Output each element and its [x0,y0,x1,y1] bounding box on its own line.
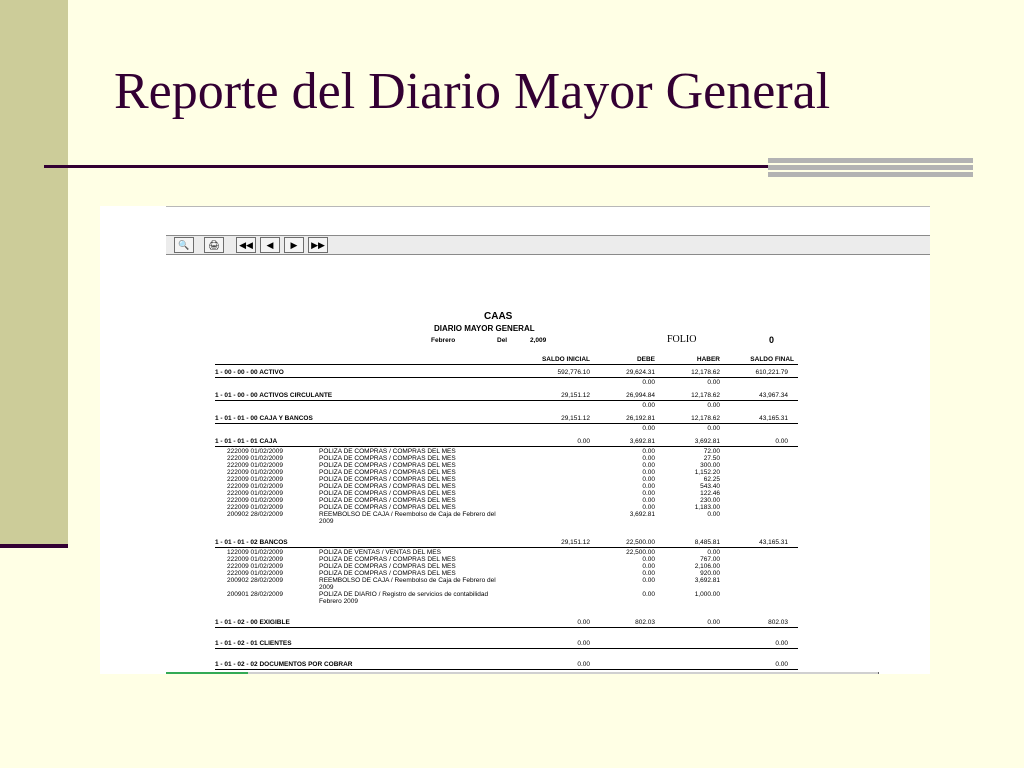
report-period-del: Del [497,337,508,344]
account-saldo-final: 43,967.34 [759,392,788,399]
entry-haber: 767.00 [700,556,720,563]
account-label: 1 - 01 - 02 - 01 CLIENTES [215,640,292,647]
next-page-icon: ▶ [290,240,298,250]
account-label: 1 - 01 - 02 - 02 DOCUMENTOS POR COBRAR [215,661,353,668]
account-rule [215,547,798,548]
account-haber: 8,485.81 [694,539,720,546]
entry-haber: 3,692.81 [694,577,720,584]
account-haber: 12,178.62 [691,369,720,376]
account-rule [215,377,798,378]
entry-debe: 0.00 [642,476,655,483]
account-haber: 3,692.81 [694,438,720,445]
col-header-debe: DEBE [636,356,655,363]
report-screenshot [100,206,930,674]
entry-debe: 3,692.81 [629,511,655,518]
entry-debe: 0.00 [642,591,655,598]
entry-ref: 222009 01/02/2009 [227,570,284,577]
title-rule-decoration [768,158,973,178]
account-saldo-inicial: 0.00 [577,438,590,445]
account-debe: 802.03 [635,619,655,626]
title-underline [44,165,768,168]
entry-ref: 222009 01/02/2009 [227,504,284,511]
entry-ref: 222009 01/02/2009 [227,563,284,570]
entry-debe: 0.00 [642,455,655,462]
account-label: 1 - 01 - 02 - 00 EXIGIBLE [215,619,290,626]
report-page [100,206,930,674]
account-subtotal-haber: 0.00 [707,379,720,386]
header-rule [215,364,798,365]
entry-haber: 230.00 [700,497,720,504]
account-rule [215,627,798,628]
entry-ref: 222009 01/02/2009 [227,448,284,455]
account-saldo-final: 43,165.31 [759,539,788,546]
entry-haber: 72.00 [703,448,720,455]
account-saldo-final: 0.00 [775,661,788,668]
entry-haber: 300.00 [700,462,720,469]
account-debe: 22,500.00 [626,539,655,546]
account-saldo-inicial: 592,776.10 [557,369,590,376]
entry-haber: 122.46 [700,490,720,497]
account-haber: 12,178.62 [691,392,720,399]
entry-concept: POLIZA DE COMPRAS / COMPRAS DEL MES [319,563,456,570]
entry-concept-cont: 2009 [319,518,334,525]
account-haber: 0.00 [707,619,720,626]
account-saldo-final: 802.03 [768,619,788,626]
entry-concept: POLIZA DE COMPRAS / COMPRAS DEL MES [319,455,456,462]
report-folio-label: FOLIO [667,334,697,345]
entry-debe: 0.00 [642,462,655,469]
account-debe: 29,624.31 [626,369,655,376]
account-label: 1 - 01 - 00 - 00 ACTIVOS CIRCULANTE [215,392,333,399]
col-header-saldo-inicial: SALDO INICIAL [541,356,590,363]
report-folio-value: 0 [769,335,775,345]
entry-concept: POLIZA DE COMPRAS / COMPRAS DEL MES [319,476,456,483]
entry-haber: 0.00 [707,549,720,556]
entry-concept: POLIZA DE COMPRAS / COMPRAS DEL MES [319,469,456,476]
account-saldo-inicial: 29,151.12 [561,415,590,422]
account-saldo-final: 0.00 [775,438,788,445]
entry-debe: 0.00 [642,556,655,563]
entry-ref: 200902 28/02/2009 [227,577,284,584]
account-label: 1 - 01 - 01 - 01 CAJA [215,438,278,445]
report-period-month: Febrero [431,337,456,344]
entry-concept: POLIZA DE COMPRAS / COMPRAS DEL MES [319,483,456,490]
entry-ref: 122009 01/02/2009 [227,549,284,556]
account-saldo-final: 43,165.31 [759,415,788,422]
viewer-status-bar [166,672,878,674]
slide-left-accent-line [0,544,68,548]
entry-concept-cont: 2009 [319,584,334,591]
entry-concept: POLIZA DE COMPRAS / COMPRAS DEL MES [319,556,456,563]
entry-concept: REEMBOLSO DE CAJA / Reembolso de Caja de Febrero del [319,577,496,584]
status-bar-end [878,672,879,674]
entry-haber: 62.25 [703,476,720,483]
entry-ref: 222009 01/02/2009 [227,556,284,563]
account-saldo-inicial: 0.00 [577,661,590,668]
entry-ref: 222009 01/02/2009 [227,469,284,476]
status-progress [166,672,248,674]
entry-ref: 222009 01/02/2009 [227,483,284,490]
entry-ref: 222009 01/02/2009 [227,490,284,497]
col-header-haber: HABER [696,356,720,363]
account-rule [215,423,798,424]
entry-debe: 0.00 [642,504,655,511]
entry-debe: 0.00 [642,577,655,584]
entry-debe: 0.00 [642,448,655,455]
print-icon: 🖨 [208,240,220,250]
account-saldo-inicial: 0.00 [577,619,590,626]
entry-concept: POLIZA DE VENTAS / VENTAS DEL MES [319,549,441,556]
entry-haber: 1,000.00 [694,591,720,598]
entry-concept: POLIZA DE COMPRAS / COMPRAS DEL MES [319,497,456,504]
entry-debe: 0.00 [642,497,655,504]
entry-concept: POLIZA DE DIARIO / Registro de servicios de contabilidad [319,591,489,598]
entry-concept: POLIZA DE COMPRAS / COMPRAS DEL MES [319,490,456,497]
account-saldo-inicial: 29,151.12 [561,539,590,546]
entry-haber: 920.00 [700,570,720,577]
entry-ref: 200901 28/02/2009 [227,591,284,598]
entry-haber: 2,106.00 [694,563,720,570]
entry-haber: 1,183.00 [694,504,720,511]
entry-debe: 0.00 [642,469,655,476]
account-saldo-final: 0.00 [775,640,788,647]
entry-concept: POLIZA DE COMPRAS / COMPRAS DEL MES [319,448,456,455]
col-header-saldo-final: SALDO FINAL [750,356,794,363]
account-rule [215,400,798,401]
account-rule [215,669,798,670]
account-saldo-final: 610,221.79 [755,369,788,376]
entry-debe: 0.00 [642,570,655,577]
prev-page-icon: ◀ [266,240,274,250]
entry-debe: 0.00 [642,483,655,490]
entry-ref: 222009 01/02/2009 [227,497,284,504]
account-haber: 12,178.62 [691,415,720,422]
account-subtotal-debe: 0.00 [642,425,655,432]
preview-icon: 🔍 [178,240,190,250]
entry-ref: 200902 28/02/2009 [227,511,284,518]
entry-debe: 0.00 [642,563,655,570]
account-debe: 3,692.81 [629,438,655,445]
entry-concept: POLIZA DE COMPRAS / COMPRAS DEL MES [319,570,456,577]
entry-haber: 27.50 [703,455,720,462]
first-page-icon: ◀◀ [239,240,253,250]
entry-debe: 22,500.00 [626,549,655,556]
entry-concept: REEMBOLSO DE CAJA / Reembolso de Caja de Febrero del [319,511,496,518]
entry-concept-cont: Febrero 2009 [319,598,359,605]
account-rule [215,446,798,447]
report-title: DIARIO MAYOR GENERAL [434,324,535,333]
report-company: CAAS [484,311,513,322]
account-subtotal-debe: 0.00 [642,379,655,386]
entry-ref: 222009 01/02/2009 [227,462,284,469]
account-debe: 26,994.84 [626,392,655,399]
account-rule [215,648,798,649]
entry-haber: 1,152.20 [694,469,720,476]
entry-concept: POLIZA DE COMPRAS / COMPRAS DEL MES [319,504,456,511]
account-subtotal-haber: 0.00 [707,402,720,409]
account-label: 1 - 01 - 01 - 00 CAJA Y BANCOS [215,415,313,422]
entry-haber: 0.00 [707,511,720,518]
account-debe: 26,192.81 [626,415,655,422]
account-label: 1 - 01 - 01 - 02 BANCOS [215,539,288,546]
account-subtotal-debe: 0.00 [642,402,655,409]
account-saldo-inicial: 29,151.12 [561,392,590,399]
entry-ref: 222009 01/02/2009 [227,455,284,462]
slide-title: Reporte del Diario Mayor General [114,63,831,120]
last-page-icon: ▶▶ [311,240,325,250]
entry-ref: 222009 01/02/2009 [227,476,284,483]
account-subtotal-haber: 0.00 [707,425,720,432]
slide-left-accent-bar [0,0,68,548]
report-period-year: 2,009 [530,337,547,344]
entry-debe: 0.00 [642,490,655,497]
entry-haber: 543.40 [700,483,720,490]
account-saldo-inicial: 0.00 [577,640,590,647]
account-label: 1 - 00 - 00 - 00 ACTIVO [215,369,284,376]
entry-concept: POLIZA DE COMPRAS / COMPRAS DEL MES [319,462,456,469]
